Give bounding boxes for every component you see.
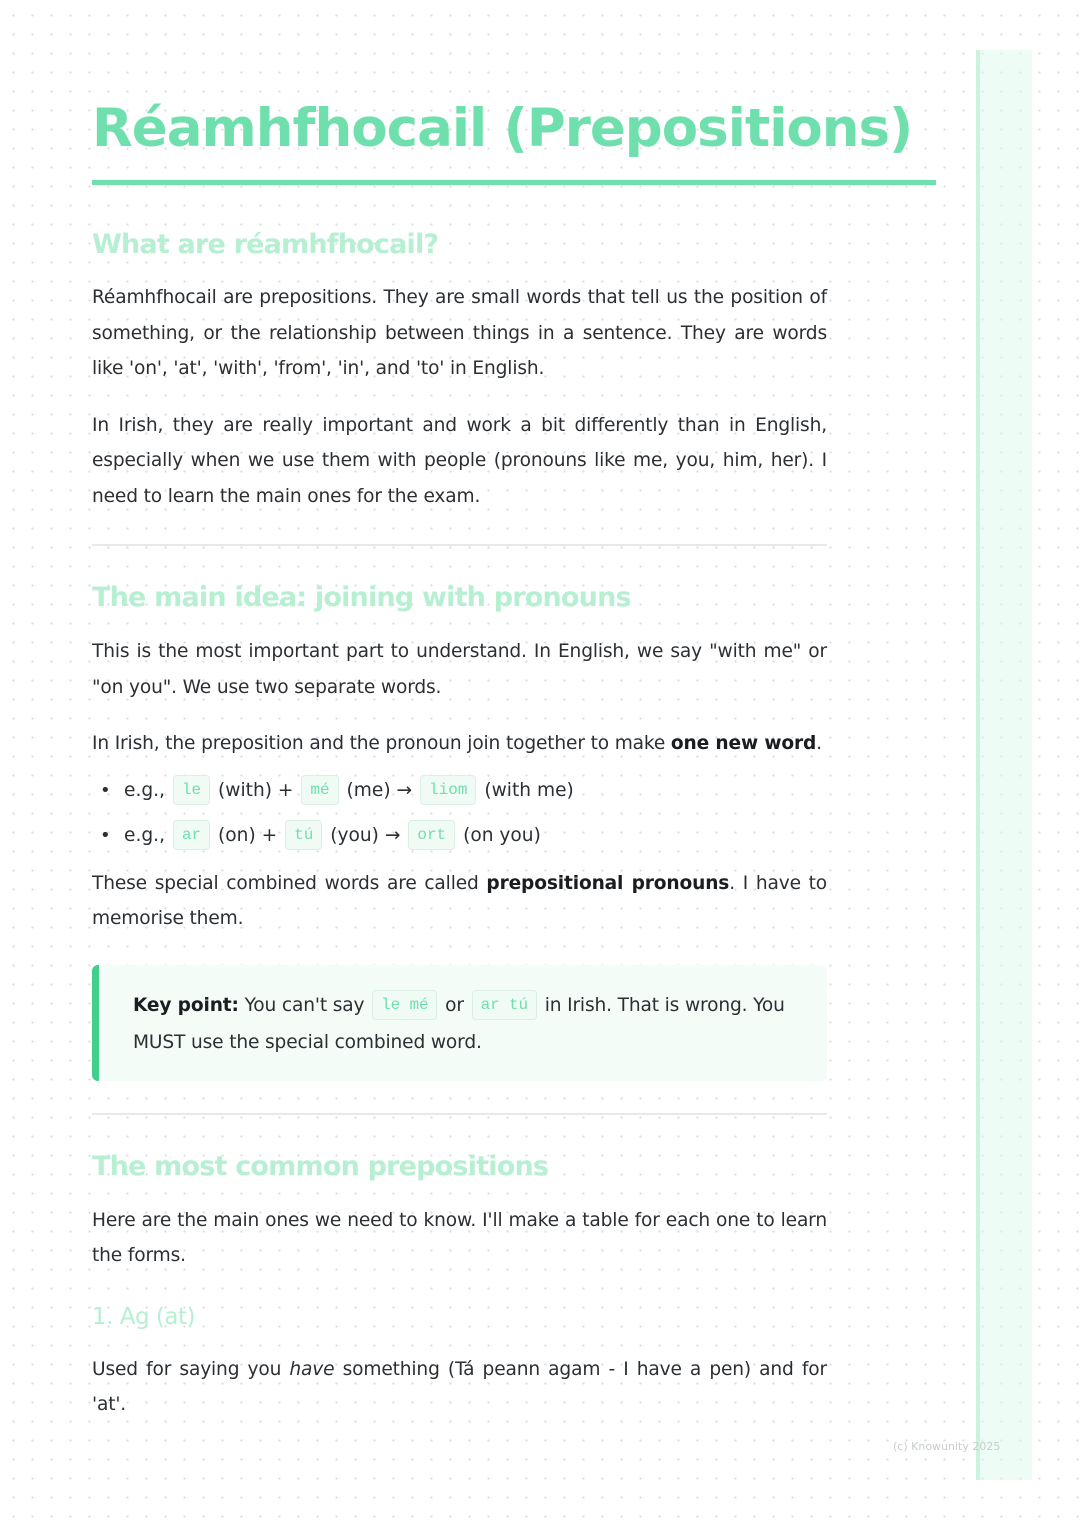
gloss: (with me) (484, 779, 574, 801)
code-pronoun: tú (285, 820, 322, 850)
bold-text: prepositional pronouns (486, 872, 730, 894)
section-heading-main-idea: The main idea: joining with pronouns (92, 582, 631, 613)
sub-heading-ag: 1. Ag (at) (92, 1303, 195, 1330)
code-result: ort (408, 820, 455, 850)
list-item (92, 813, 827, 858)
text: In Irish, the preposition and the pronoun join together to make (92, 733, 671, 754)
italic-text: have (289, 1358, 335, 1380)
copyright-footer: (c) Knowunity 2025 (893, 1440, 1001, 1453)
section-divider (92, 544, 827, 546)
code-preposition: ar (173, 820, 210, 850)
paragraph: In Irish, they are really important and work a bit differently than in English, especially when we use them with people (pronouns like me, you, him, her). I need to learn the main ones for the exam. (92, 414, 827, 507)
section-heading-common-prepositions: The most common prepositions (92, 1150, 549, 1182)
paragraph (92, 866, 827, 937)
document-page (92, 92, 913, 1423)
code-wrong-example: le mé (372, 990, 437, 1020)
gloss: (you) → (330, 824, 401, 846)
example-list (92, 768, 827, 858)
gloss: (on you) (463, 824, 541, 846)
gloss: (me) → (346, 779, 413, 801)
code-wrong-example: ar tú (472, 990, 537, 1020)
section-divider (92, 1113, 827, 1115)
text: You can't say (238, 994, 371, 1016)
text: in Irish. That is wrong. You MUST use the special combined word. (133, 994, 785, 1053)
callout-text (133, 987, 797, 1061)
code-result: liom (420, 775, 476, 805)
paragraph (92, 726, 827, 762)
title-underline (92, 180, 936, 185)
paragraph (92, 1352, 827, 1423)
text: . (816, 733, 822, 754)
bold-text: one new word (670, 733, 817, 754)
paragraph: This is the most important part to understand. In English, we say "with me" or "on you". We use two separate words. (92, 641, 827, 698)
section-heading-what-are: What are réamhfhocail? (92, 229, 439, 260)
margin-strip-edge (976, 50, 980, 1480)
paragraph: Réamhfhocail are prepositions. They are small words that tell us the position of something, or the relationship between things in a sentence. They are words like 'on', 'at', 'with', 'from', 'in', and 'to' in English. (92, 287, 827, 379)
gloss: (on) + (218, 824, 278, 846)
code-pronoun: mé (301, 775, 338, 805)
gloss: (with) + (218, 779, 294, 801)
text: These special combined words are called (92, 872, 487, 894)
example-prefix: e.g., (124, 779, 165, 801)
paragraph: Here are the main ones we need to know. I'll make a table for each one to learn the forms. (92, 1209, 827, 1266)
example-prefix: e.g., (124, 824, 165, 846)
text: or (439, 994, 470, 1016)
list-item (92, 768, 827, 813)
page-title: Réamhfhocail (Prepositions) (92, 98, 913, 159)
text: . I have to memorise them. (92, 872, 827, 929)
text: Used for saying you (92, 1358, 290, 1380)
text: something (Tá peann agam - I have a pen) and for 'at'. (92, 1358, 828, 1415)
key-point-callout (92, 965, 827, 1081)
callout-label: Key point: (133, 994, 239, 1016)
margin-strip (976, 50, 1032, 1480)
code-preposition: le (173, 775, 210, 805)
